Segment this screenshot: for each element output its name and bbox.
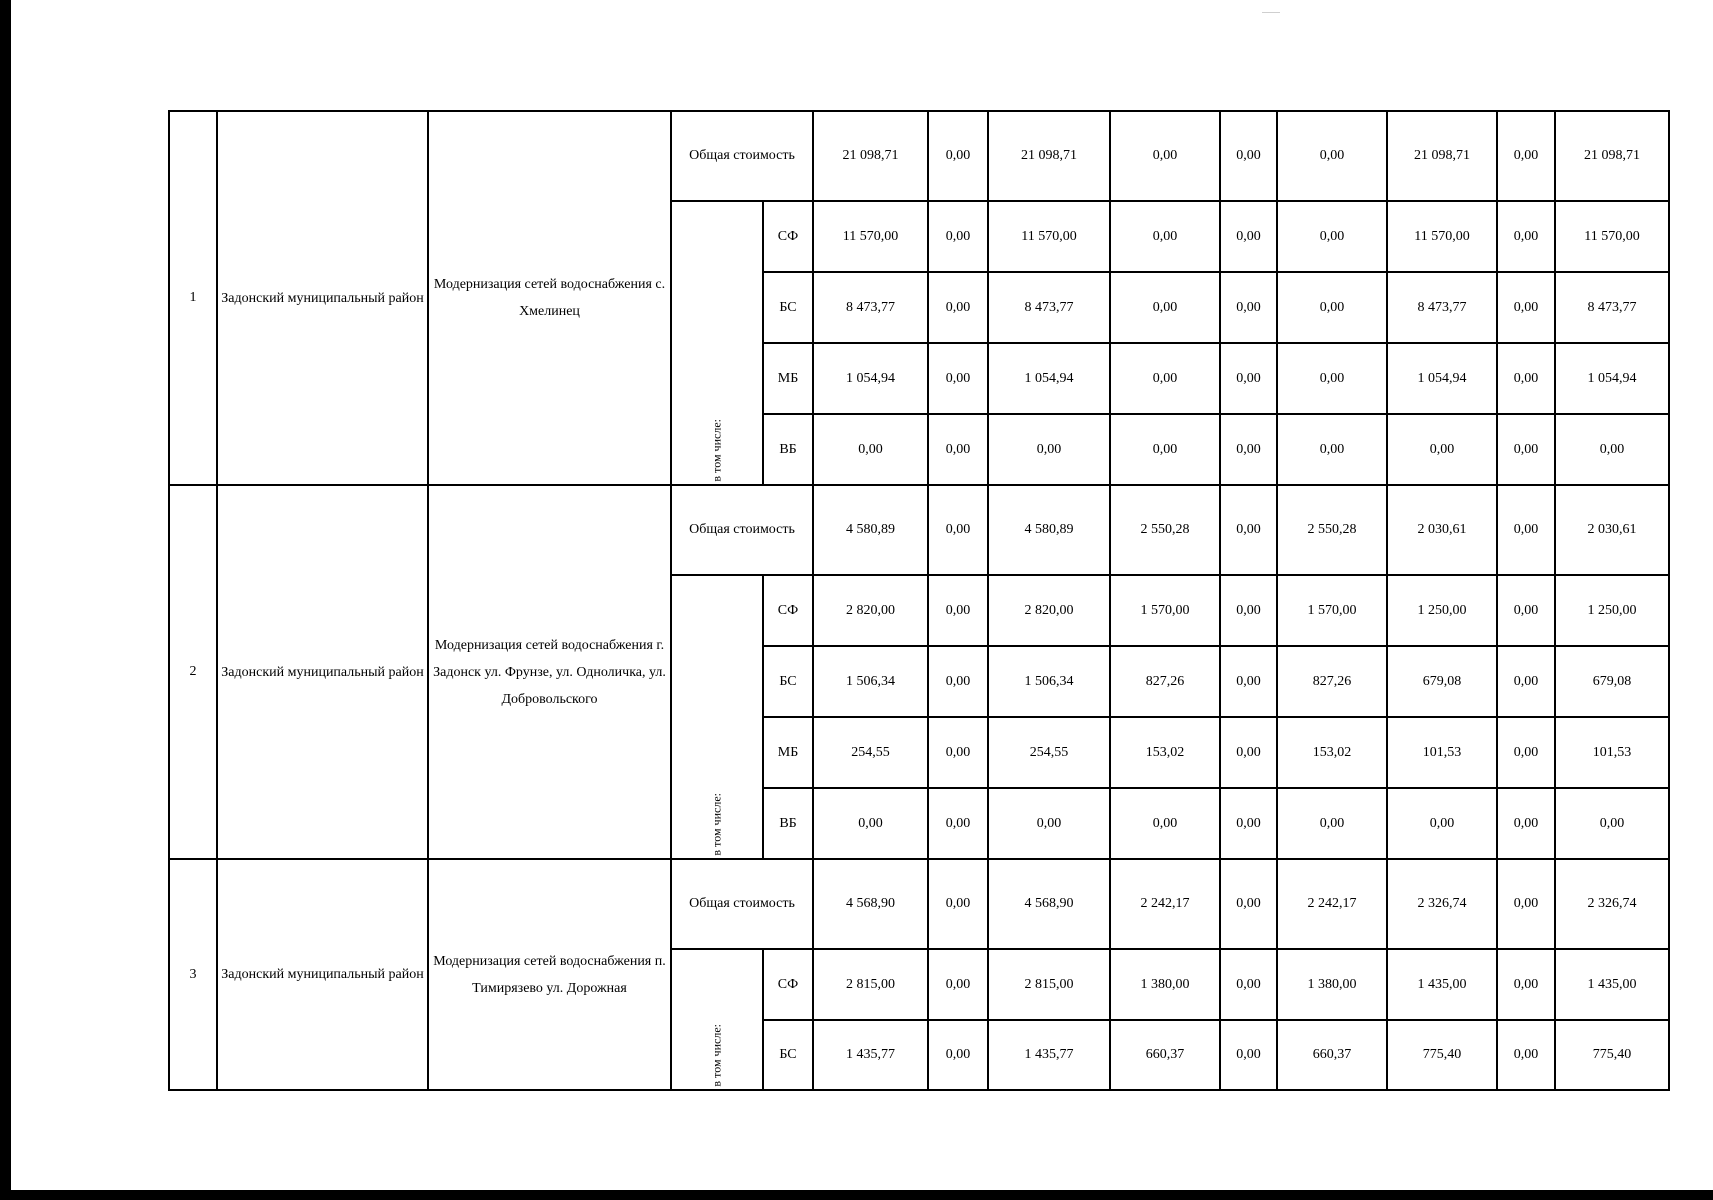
total-value-cell: 2 030,61: [1387, 485, 1497, 575]
funding-value-cell: 1 435,77: [813, 1020, 928, 1090]
total-cost-label: Общая стоимость: [671, 485, 813, 575]
total-value-cell: 0,00: [1220, 111, 1277, 201]
total-value-cell: 2 030,61: [1555, 485, 1669, 575]
funding-value-cell: 1 054,94: [1555, 343, 1669, 414]
funding-value-cell: 0,00: [1497, 646, 1555, 717]
funding-value-cell: 153,02: [1277, 717, 1387, 788]
funding-value-cell: 0,00: [928, 201, 988, 272]
funding-source-code: ВБ: [763, 414, 813, 485]
total-value-cell: 4 580,89: [813, 485, 928, 575]
funding-value-cell: 0,00: [1220, 575, 1277, 646]
funding-value-cell: 0,00: [813, 788, 928, 859]
funding-value-cell: 1 435,00: [1555, 949, 1669, 1020]
funding-value-cell: 0,00: [1220, 788, 1277, 859]
funding-value-cell: 0,00: [988, 788, 1110, 859]
funding-source-code: БС: [763, 1020, 813, 1090]
funding-value-cell: 0,00: [1497, 272, 1555, 343]
funding-value-cell: 1 250,00: [1555, 575, 1669, 646]
including-label-cell: [671, 201, 763, 485]
funding-source-code: СФ: [763, 949, 813, 1020]
funding-value-cell: 0,00: [1110, 788, 1220, 859]
total-value-cell: 0,00: [928, 859, 988, 949]
funding-value-cell: 679,08: [1387, 646, 1497, 717]
row-number: 2: [169, 485, 217, 859]
scan-speck: [1262, 12, 1280, 13]
funding-value-cell: 1 250,00: [1387, 575, 1497, 646]
funding-value-cell: 1 380,00: [1110, 949, 1220, 1020]
funding-value-cell: 1 435,00: [1387, 949, 1497, 1020]
funding-value-cell: 0,00: [1497, 717, 1555, 788]
total-value-cell: 21 098,71: [813, 111, 928, 201]
funding-value-cell: 1 054,94: [988, 343, 1110, 414]
including-label: в том числе:: [709, 793, 724, 856]
funding-value-cell: 0,00: [813, 414, 928, 485]
including-label-cell: [671, 949, 763, 1090]
funding-source-code: ВБ: [763, 788, 813, 859]
total-value-cell: 0,00: [928, 111, 988, 201]
funding-value-cell: 827,26: [1110, 646, 1220, 717]
total-value-cell: 2 550,28: [1110, 485, 1220, 575]
funding-value-cell: 0,00: [928, 272, 988, 343]
project-name: Модернизация сетей водоснабжения с. Хмелинец: [428, 111, 671, 485]
total-value-cell: 4 580,89: [988, 485, 1110, 575]
funding-value-cell: 8 473,77: [1555, 272, 1669, 343]
funding-value-cell: 0,00: [988, 414, 1110, 485]
total-value-cell: 21 098,71: [1555, 111, 1669, 201]
funding-value-cell: 0,00: [1110, 343, 1220, 414]
total-value-cell: 0,00: [928, 485, 988, 575]
funding-value-cell: 2 820,00: [813, 575, 928, 646]
total-value-cell: 2 326,74: [1387, 859, 1497, 949]
row-number: 3: [169, 859, 217, 1090]
funding-value-cell: 11 570,00: [1555, 201, 1669, 272]
funding-value-cell: 0,00: [1555, 414, 1669, 485]
funding-value-cell: 0,00: [928, 343, 988, 414]
funding-value-cell: 254,55: [813, 717, 928, 788]
funding-value-cell: 0,00: [1220, 1020, 1277, 1090]
funding-value-cell: 2 815,00: [988, 949, 1110, 1020]
funding-value-cell: 1 570,00: [1110, 575, 1220, 646]
funding-value-cell: 1 570,00: [1277, 575, 1387, 646]
funding-value-cell: 1 054,94: [813, 343, 928, 414]
funding-value-cell: 2 815,00: [813, 949, 928, 1020]
funding-value-cell: 0,00: [928, 788, 988, 859]
funding-value-cell: 0,00: [1220, 717, 1277, 788]
funding-value-cell: 101,53: [1387, 717, 1497, 788]
project-name: Модернизация сетей водоснабжения г. Задонск ул. Фрунзе, ул. Одноличка, ул. Добровольского: [428, 485, 671, 859]
total-value-cell: 2 550,28: [1277, 485, 1387, 575]
district-name: Задонский муниципальный район: [217, 859, 428, 1090]
funding-value-cell: 0,00: [1277, 272, 1387, 343]
funding-value-cell: 0,00: [1497, 788, 1555, 859]
funding-value-cell: 0,00: [1220, 646, 1277, 717]
funding-source-code: МБ: [763, 343, 813, 414]
funding-value-cell: 0,00: [1555, 788, 1669, 859]
funding-value-cell: 0,00: [928, 646, 988, 717]
total-value-cell: 0,00: [1497, 859, 1555, 949]
funding-value-cell: 660,37: [1110, 1020, 1220, 1090]
total-cost-label: Общая стоимость: [671, 111, 813, 201]
total-value-cell: 2 242,17: [1110, 859, 1220, 949]
project-total-row: [169, 485, 1669, 575]
funding-value-cell: 775,40: [1387, 1020, 1497, 1090]
funding-value-cell: 1 506,34: [813, 646, 928, 717]
funding-value-cell: 0,00: [1497, 949, 1555, 1020]
funding-value-cell: 11 570,00: [813, 201, 928, 272]
funding-value-cell: 0,00: [1220, 414, 1277, 485]
total-value-cell: 21 098,71: [1387, 111, 1497, 201]
total-value-cell: 2 326,74: [1555, 859, 1669, 949]
project-total-row: [169, 859, 1669, 949]
project-total-row: [169, 111, 1669, 201]
funding-value-cell: 0,00: [1497, 575, 1555, 646]
total-value-cell: 0,00: [1277, 111, 1387, 201]
funding-value-cell: 11 570,00: [988, 201, 1110, 272]
total-value-cell: 0,00: [1497, 485, 1555, 575]
budget-table: [168, 110, 1670, 1091]
funding-value-cell: 660,37: [1277, 1020, 1387, 1090]
total-value-cell: 4 568,90: [988, 859, 1110, 949]
funding-value-cell: 0,00: [1220, 949, 1277, 1020]
project-name: Модернизация сетей водоснабжения п. Тимирязево ул. Дорожная: [428, 859, 671, 1090]
funding-value-cell: 0,00: [1277, 201, 1387, 272]
funding-value-cell: 0,00: [1110, 201, 1220, 272]
funding-value-cell: 0,00: [1497, 414, 1555, 485]
funding-value-cell: 1 380,00: [1277, 949, 1387, 1020]
funding-value-cell: 153,02: [1110, 717, 1220, 788]
funding-value-cell: 0,00: [928, 575, 988, 646]
funding-value-cell: 0,00: [928, 949, 988, 1020]
funding-value-cell: 11 570,00: [1387, 201, 1497, 272]
total-value-cell: 4 568,90: [813, 859, 928, 949]
total-value-cell: 21 098,71: [988, 111, 1110, 201]
funding-source-code: БС: [763, 646, 813, 717]
total-value-cell: 0,00: [1220, 859, 1277, 949]
funding-value-cell: 0,00: [1387, 414, 1497, 485]
funding-value-cell: 254,55: [988, 717, 1110, 788]
including-label-cell: [671, 575, 763, 859]
funding-value-cell: 0,00: [1277, 343, 1387, 414]
district-name: Задонский муниципальный район: [217, 111, 428, 485]
total-value-cell: 0,00: [1497, 111, 1555, 201]
row-number: 1: [169, 111, 217, 485]
funding-value-cell: 8 473,77: [1387, 272, 1497, 343]
scan-edge-left: [0, 0, 11, 1200]
funding-value-cell: 0,00: [1220, 343, 1277, 414]
funding-value-cell: 0,00: [928, 414, 988, 485]
funding-value-cell: 0,00: [1497, 343, 1555, 414]
funding-value-cell: 0,00: [928, 717, 988, 788]
funding-value-cell: 0,00: [928, 1020, 988, 1090]
funding-value-cell: 0,00: [1220, 272, 1277, 343]
district-name: Задонский муниципальный район: [217, 485, 428, 859]
funding-value-cell: 2 820,00: [988, 575, 1110, 646]
funding-value-cell: 1 054,94: [1387, 343, 1497, 414]
scan-edge-bottom: [0, 1190, 1713, 1200]
funding-value-cell: 1 435,77: [988, 1020, 1110, 1090]
funding-value-cell: 8 473,77: [813, 272, 928, 343]
budget-table-body: [169, 111, 1669, 1090]
funding-value-cell: 775,40: [1555, 1020, 1669, 1090]
funding-value-cell: 0,00: [1277, 788, 1387, 859]
total-value-cell: 0,00: [1110, 111, 1220, 201]
funding-value-cell: 0,00: [1110, 272, 1220, 343]
including-label: в том числе:: [709, 419, 724, 482]
funding-value-cell: 0,00: [1497, 201, 1555, 272]
funding-value-cell: 101,53: [1555, 717, 1669, 788]
funding-source-code: МБ: [763, 717, 813, 788]
funding-value-cell: 0,00: [1110, 414, 1220, 485]
funding-source-code: СФ: [763, 201, 813, 272]
funding-value-cell: 8 473,77: [988, 272, 1110, 343]
funding-value-cell: 679,08: [1555, 646, 1669, 717]
funding-value-cell: 0,00: [1220, 201, 1277, 272]
total-cost-label: Общая стоимость: [671, 859, 813, 949]
funding-value-cell: 1 506,34: [988, 646, 1110, 717]
funding-source-code: СФ: [763, 575, 813, 646]
funding-value-cell: 0,00: [1277, 414, 1387, 485]
funding-value-cell: 827,26: [1277, 646, 1387, 717]
funding-source-code: БС: [763, 272, 813, 343]
funding-value-cell: 0,00: [1387, 788, 1497, 859]
total-value-cell: 2 242,17: [1277, 859, 1387, 949]
total-value-cell: 0,00: [1220, 485, 1277, 575]
funding-value-cell: 0,00: [1497, 1020, 1555, 1090]
including-label: в том числе:: [709, 1024, 724, 1087]
